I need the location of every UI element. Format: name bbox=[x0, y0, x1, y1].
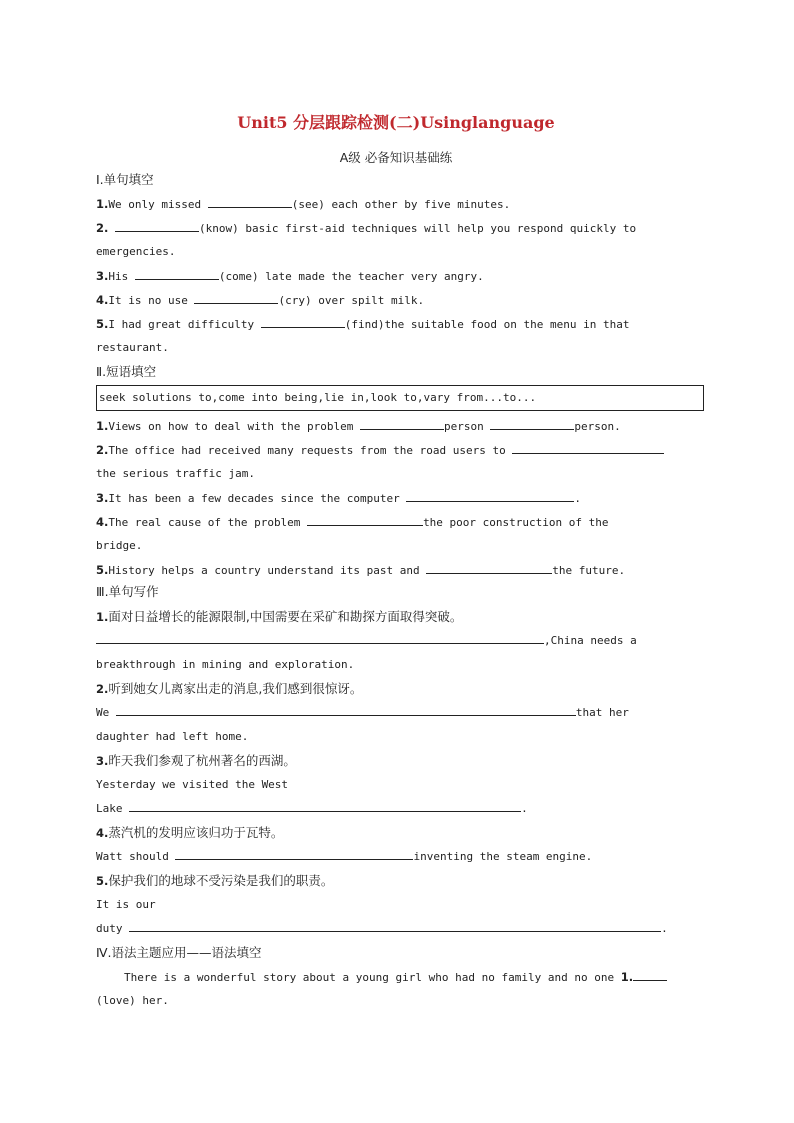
question-text: the future. bbox=[552, 564, 626, 577]
question-number: 4. bbox=[96, 293, 109, 307]
question-text: . bbox=[521, 802, 528, 815]
answer-blank[interactable] bbox=[175, 845, 413, 860]
question-text: inventing the steam engine. bbox=[413, 850, 593, 863]
answer-blank[interactable] bbox=[406, 487, 574, 502]
question-text: Views on how to deal with the problem bbox=[108, 420, 361, 433]
answer-blank[interactable] bbox=[208, 193, 292, 208]
grammar-passage-line-2: (love) her. bbox=[96, 994, 169, 1007]
question-text: person. bbox=[574, 420, 621, 433]
part2-question-2-continued: the serious traffic jam. bbox=[96, 467, 255, 480]
answer-blank[interactable] bbox=[115, 217, 199, 232]
blank-number: 1. bbox=[620, 970, 634, 984]
question-text: It is no use bbox=[108, 294, 195, 307]
passage-text: There is a wonderful story about a young girl who had no family and no one bbox=[124, 971, 621, 984]
question-number: 1. bbox=[96, 197, 109, 211]
part1-question-2 bbox=[96, 216, 636, 240]
question-text: (know) basic first-aid techniques will help you respond quickly to bbox=[199, 222, 637, 235]
part3-question-2-continued: daughter had left home. bbox=[96, 730, 249, 743]
part2-question-4 bbox=[96, 510, 609, 534]
question-text: (cry) over spilt milk. bbox=[278, 294, 425, 307]
part3-question-3-prompt bbox=[96, 749, 296, 773]
part1-question-3 bbox=[96, 264, 484, 288]
answer-blank[interactable] bbox=[135, 265, 219, 280]
section-heading-3: Ⅲ.单句写作 bbox=[96, 584, 159, 599]
page-subtitle: A级 必备知识基础练 bbox=[339, 150, 453, 165]
question-number: 3. bbox=[96, 754, 109, 768]
question-text: It has been a few decades since the computer bbox=[108, 492, 407, 505]
part3-question-1-answer bbox=[96, 629, 637, 653]
question-number: 2. bbox=[96, 682, 109, 696]
question-number: 5. bbox=[96, 317, 109, 331]
answer-blank[interactable] bbox=[307, 511, 423, 526]
answer-blank[interactable] bbox=[426, 559, 552, 574]
part3-question-5-prompt bbox=[96, 869, 333, 893]
question-number: 5. bbox=[96, 874, 109, 888]
part3-question-3-answer-continued bbox=[96, 797, 528, 821]
question-number: 1. bbox=[96, 610, 109, 624]
question-number: 1. bbox=[96, 419, 109, 433]
question-text: the poor construction of the bbox=[423, 516, 609, 529]
page-title: Unit5 分层跟踪检测(二)Usinglanguage bbox=[237, 113, 555, 132]
question-text: (find)the suitable food on the menu in that bbox=[344, 318, 630, 331]
question-text: duty bbox=[96, 922, 130, 935]
part3-question-5-answer-continued bbox=[96, 917, 668, 941]
question-text: . bbox=[574, 492, 582, 505]
answer-blank[interactable] bbox=[116, 701, 576, 716]
part3-question-4-answer bbox=[96, 845, 592, 869]
part3-question-1-prompt bbox=[96, 605, 462, 629]
part2-question-3 bbox=[96, 486, 581, 510]
answer-blank[interactable] bbox=[129, 917, 661, 932]
question-text: I had great difficulty bbox=[108, 318, 261, 331]
question-text: person bbox=[444, 420, 491, 433]
part1-question-5 bbox=[96, 312, 629, 336]
answer-blank[interactable] bbox=[129, 797, 521, 812]
question-text: The office had received many requests from the road users to bbox=[108, 444, 513, 457]
part1-question-2-continued: emergencies. bbox=[96, 245, 176, 258]
question-text: . bbox=[661, 922, 668, 935]
question-number: 2. bbox=[96, 443, 109, 457]
question-text: (see) each other by five minutes. bbox=[291, 198, 511, 211]
part1-question-1 bbox=[96, 192, 510, 216]
part3-question-2-prompt bbox=[96, 677, 362, 701]
question-text: ,China needs a bbox=[544, 634, 637, 647]
part1-question-4 bbox=[96, 288, 424, 312]
question-text: History helps a country understand its past and bbox=[108, 564, 427, 577]
chinese-prompt: 蒸汽机的发明应该归功于瓦特。 bbox=[108, 825, 284, 840]
question-text: We only missed bbox=[108, 198, 208, 211]
part3-question-5-answer: It is our bbox=[96, 898, 156, 911]
question-text: Lake bbox=[96, 802, 130, 815]
question-text: that her bbox=[575, 706, 629, 719]
question-number: 2. bbox=[96, 221, 109, 235]
part3-question-2-answer bbox=[96, 701, 629, 725]
question-text: (come) late made the teacher very angry. bbox=[218, 270, 484, 283]
question-number: 4. bbox=[96, 826, 109, 840]
question-text: We bbox=[96, 706, 116, 719]
part2-question-5 bbox=[96, 558, 625, 582]
answer-blank[interactable] bbox=[194, 289, 278, 304]
question-number: 3. bbox=[96, 491, 109, 505]
section-heading-4: Ⅳ.语法主题应用——语法填空 bbox=[96, 945, 262, 960]
chinese-prompt: 昨天我们参观了杭州著名的西湖。 bbox=[108, 753, 296, 768]
question-number: 5. bbox=[96, 563, 109, 577]
part2-question-1 bbox=[96, 414, 621, 438]
section-heading-2: Ⅱ.短语填空 bbox=[96, 364, 157, 379]
question-number: 4. bbox=[96, 515, 109, 529]
question-text: Watt should bbox=[96, 850, 176, 863]
part2-question-4-continued: bridge. bbox=[96, 539, 143, 552]
chinese-prompt: 面对日益增长的能源限制,中国需要在采矿和勘探方面取得突破。 bbox=[108, 609, 463, 624]
question-text: The real cause of the problem bbox=[108, 516, 308, 529]
question-number: 3. bbox=[96, 269, 109, 283]
part3-question-4-prompt bbox=[96, 821, 283, 845]
answer-blank[interactable] bbox=[633, 966, 667, 981]
question-text: His bbox=[108, 270, 135, 283]
answer-blank[interactable] bbox=[261, 313, 345, 328]
answer-blank[interactable] bbox=[360, 415, 444, 430]
chinese-prompt: 听到她女儿离家出走的消息,我们感到很惊讶。 bbox=[108, 681, 363, 696]
part2-question-2 bbox=[96, 438, 664, 462]
answer-blank[interactable] bbox=[490, 415, 574, 430]
answer-blank[interactable] bbox=[512, 439, 664, 454]
part3-question-3-answer: Yesterday we visited the West bbox=[96, 778, 289, 791]
part1-question-5-continued: restaurant. bbox=[96, 341, 169, 354]
phrase-bank-box: seek solutions to,come into being,lie in,look to,vary from...to... bbox=[96, 385, 704, 411]
section-heading-1: Ⅰ.单句填空 bbox=[96, 172, 154, 187]
answer-blank[interactable] bbox=[96, 629, 544, 644]
part3-question-1-continued: breakthrough in mining and exploration. bbox=[96, 658, 355, 671]
chinese-prompt: 保护我们的地球不受污染是我们的职责。 bbox=[108, 873, 334, 888]
grammar-passage-line-1 bbox=[124, 965, 667, 989]
